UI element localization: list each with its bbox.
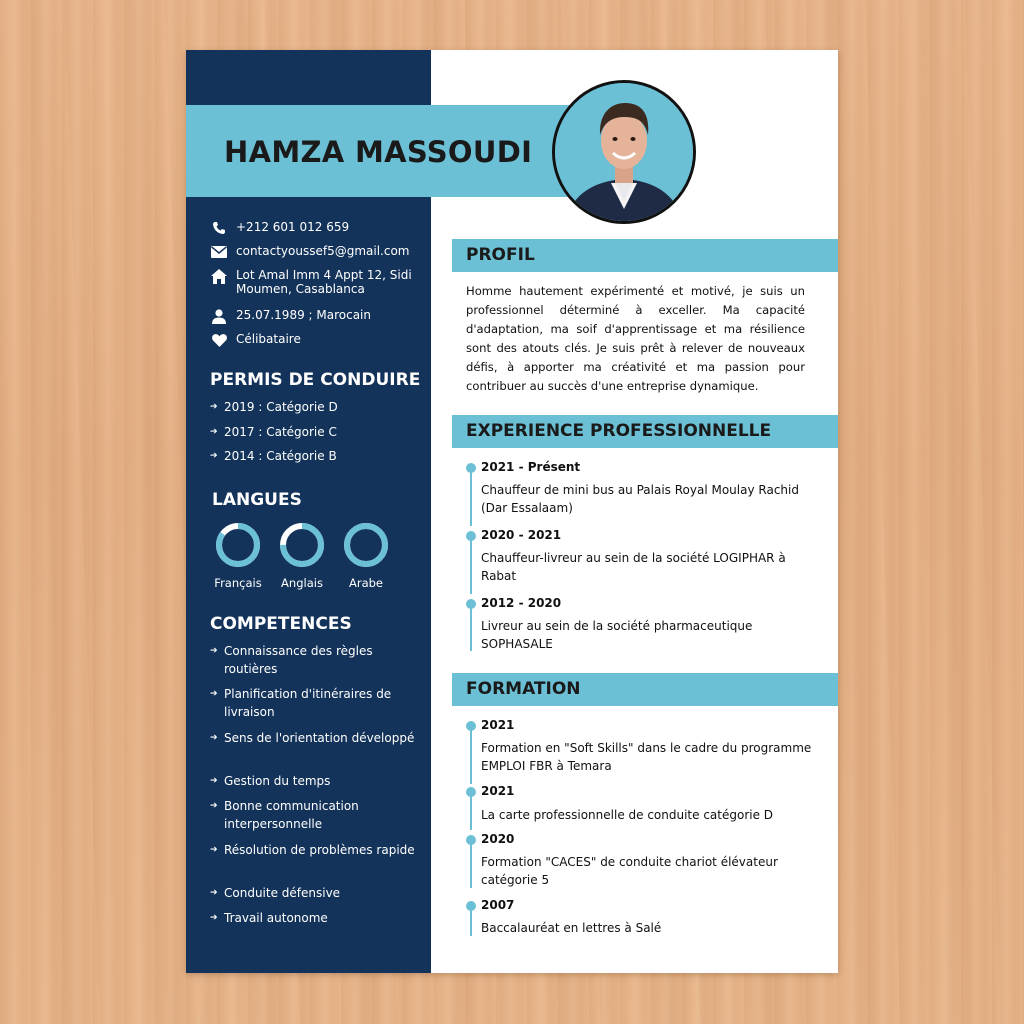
- experience-desc: Chauffeur de mini bus au Palais Royal Moulay Rachid (Dar Essalaam): [481, 483, 799, 515]
- experience-date: 2021 - Présent: [481, 460, 581, 474]
- competence-item: ➔ Planification d'itinéraires de livraison: [210, 687, 392, 719]
- langues-heading: LANGUES: [212, 490, 302, 510]
- arrow-icon: ➔: [210, 427, 218, 437]
- timeline-dot: [466, 901, 476, 911]
- arrow-icon: ➔: [210, 845, 218, 855]
- experience-date: 2020 - 2021: [481, 528, 562, 542]
- person-icon: [210, 308, 228, 324]
- arrow-icon: ➔: [210, 776, 218, 786]
- competence-item: ➔ Connaissance des règles routières: [210, 644, 373, 676]
- candidate-name: HAMZA MASSOUDI: [224, 135, 533, 169]
- formation-desc: Baccalauréat en lettres à Salé: [481, 921, 662, 935]
- person-photo-illustration: [555, 83, 693, 221]
- contact-email: [210, 244, 420, 260]
- email-text: contactyoussef5@gmail.com: [236, 244, 410, 258]
- experience-header: [452, 415, 838, 448]
- timeline-dot: [466, 787, 476, 797]
- arrow-icon: ➔: [210, 451, 218, 461]
- language-name: Français: [214, 576, 262, 590]
- formation-desc: Formation en "Soft Skills" dans le cadre du programme EMPLOI FBR à Temara: [481, 741, 812, 773]
- formation-date: 2007: [481, 898, 515, 912]
- timeline-dot: [466, 531, 476, 541]
- profil-text: Homme hautement expérimenté et motivé, je suis un professionnel déterminé à exceller. Ma capacité d'adaptation, ma soif d'apprentissage et ma résilience sont des atouts clés. Je suis prêt à relever de nouveaux défis, à apporter ma créativité et ma passion pour contribuer au succès d'une entreprise dynamique.: [466, 284, 805, 393]
- timeline-dot: [466, 835, 476, 845]
- language-level-ring: [215, 522, 261, 568]
- address-text: Lot Amal Imm 4 Appt 12, Sidi Moumen, Casablanca: [236, 268, 412, 296]
- experience-desc: Chauffeur-livreur au sein de la société LOGIPHAR à Rabat: [481, 551, 786, 583]
- language-item: [336, 522, 396, 590]
- home-icon: [210, 268, 228, 284]
- timeline-line: [470, 726, 472, 784]
- arrow-icon: ➔: [210, 646, 218, 656]
- timeline-dot: [466, 599, 476, 609]
- arrow-icon: ➔: [210, 689, 218, 699]
- experience-date: 2012 - 2020: [481, 596, 562, 610]
- language-item: [208, 522, 268, 590]
- competence-item: ➔ Travail autonome: [210, 911, 328, 925]
- heart-icon: [210, 332, 228, 348]
- contact-birth: [210, 308, 420, 324]
- permis-item: ➔ 2017 : Catégorie C: [210, 425, 337, 439]
- resume-page: [186, 50, 838, 973]
- timeline-line: [470, 604, 472, 651]
- profil-heading: PROFIL: [466, 245, 535, 265]
- timeline-dot: [466, 463, 476, 473]
- language-name: Arabe: [348, 576, 384, 590]
- contact-address: [210, 268, 420, 296]
- formation-header: [452, 673, 838, 706]
- arrow-icon: ➔: [210, 888, 218, 898]
- contact-phone: [210, 220, 420, 236]
- formation-date: 2020: [481, 832, 515, 846]
- phone-icon: [210, 220, 228, 236]
- birth-text: 25.07.1989 ; Marocain: [236, 308, 371, 322]
- formation-date: 2021: [481, 784, 515, 798]
- language-item: [272, 522, 332, 590]
- arrow-icon: ➔: [210, 733, 218, 743]
- competence-item: ➔ Résolution de problèmes rapide: [210, 843, 415, 857]
- arrow-icon: ➔: [210, 913, 218, 923]
- mail-icon: [210, 244, 228, 260]
- profile-photo: [552, 80, 696, 224]
- permis-item: ➔ 2014 : Catégorie B: [210, 449, 337, 463]
- competence-item: ➔ Bonne communication interpersonnelle: [210, 799, 359, 831]
- formation-desc: Formation "CACES" de conduite chariot élévateur catégorie 5: [481, 855, 778, 887]
- experience-heading: EXPERIENCE PROFESSIONNELLE: [466, 421, 772, 441]
- contact-status: [210, 332, 420, 348]
- language-level-ring: [343, 522, 389, 568]
- profil-header: [452, 239, 838, 272]
- formation-desc: La carte professionnelle de conduite catégorie D: [481, 808, 774, 822]
- status-text: Célibataire: [236, 332, 301, 346]
- timeline-line: [470, 468, 472, 526]
- competence-item: ➔ Sens de l'orientation développé: [210, 731, 415, 745]
- formation-date: 2021: [481, 718, 515, 732]
- permis-item: ➔ 2019 : Catégorie D: [210, 400, 338, 414]
- experience-desc: Livreur au sein de la société pharmaceutique SOPHASALE: [481, 619, 753, 651]
- competence-item: ➔ Gestion du temps: [210, 774, 331, 788]
- phone-text: +212 601 012 659: [236, 220, 350, 234]
- timeline-line: [470, 842, 472, 888]
- timeline-dot: [466, 721, 476, 731]
- formation-heading: FORMATION: [466, 679, 581, 699]
- language-name: Anglais: [281, 576, 323, 590]
- competence-item: ➔ Conduite défensive: [210, 886, 341, 900]
- timeline-line: [470, 794, 472, 830]
- arrow-icon: ➔: [210, 402, 218, 412]
- language-level-ring: [279, 522, 325, 568]
- arrow-icon: ➔: [210, 801, 218, 811]
- competences-heading: COMPETENCES: [210, 614, 352, 634]
- timeline-line: [470, 910, 472, 936]
- permis-heading: PERMIS DE CONDUIRE: [210, 370, 421, 390]
- timeline-line: [470, 536, 472, 594]
